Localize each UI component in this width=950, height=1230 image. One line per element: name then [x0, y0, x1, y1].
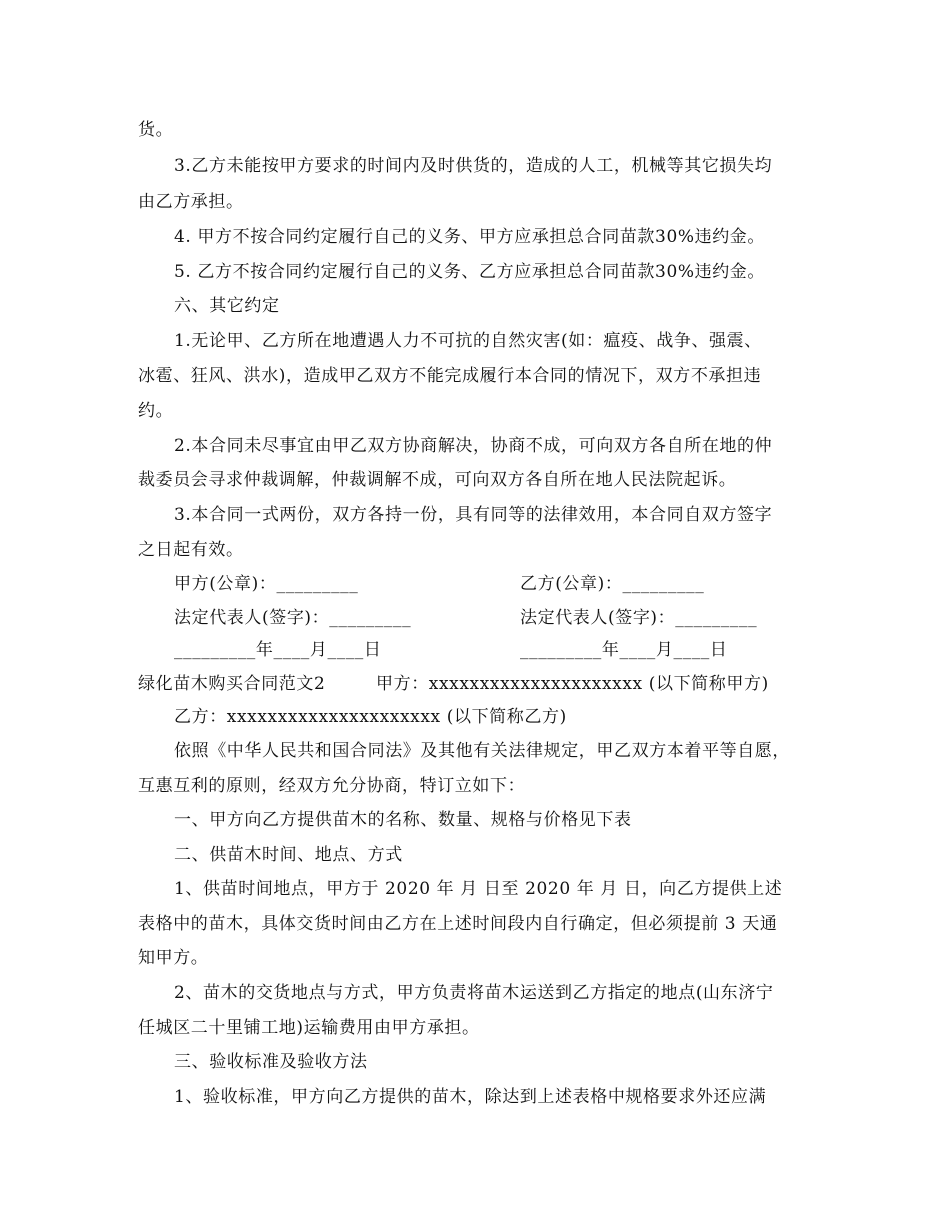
- section-heading: 三、验收标准及验收方法: [174, 1052, 368, 1072]
- text-line: 3.本合同一式两份，双方各持一份，具有同等的法律效用，本合同自双方签字: [174, 505, 773, 525]
- party-a-date: _________年____月____日: [174, 640, 382, 660]
- text-line: 2、苗木的交货地点与方式，甲方负责将苗木运送到乙方指定的地点(山东济宁: [174, 983, 774, 1003]
- text-line: 依照《中华人民共和国合同法》及其他有关法律规定，甲乙双方本着平等自愿，: [174, 741, 790, 761]
- text-line: 1.无论甲、乙方所在地遭遇人力不可抗的自然灾害(如：瘟疫、战争、强震、: [174, 331, 762, 351]
- party-b-representative: 法定代表人(签字)：_________: [520, 608, 758, 628]
- party-b-line: 乙方：xxxxxxxxxxxxxxxxxxxxx (以下简称乙方): [174, 707, 567, 727]
- document-title: 绿化苗木购买合同范文2: [138, 674, 326, 694]
- party-b-date: _________年____月____日: [520, 640, 728, 660]
- text-line: 3.乙方未能按甲方要求的时间内及时供货的，造成的人工，机械等其它损失均: [174, 156, 773, 176]
- party-a-seal: 甲方(公章)：_________: [174, 574, 359, 594]
- text-line: 约。: [138, 401, 174, 421]
- party-b-seal: 乙方(公章)：_________: [520, 574, 705, 594]
- section-heading: 一、甲方向乙方提供苗木的名称、数量、规格与价格见下表: [174, 810, 632, 830]
- party-a-representative: 法定代表人(签字)：_________: [174, 608, 412, 628]
- text-line: 货。: [138, 120, 174, 140]
- section-heading: 六、其它约定: [174, 296, 280, 316]
- text-line: 之日起有效。: [138, 540, 244, 560]
- text-line: 5. 乙方不按合同约定履行自己的义务、乙方应承担总合同苗款30%违约金。: [174, 262, 766, 282]
- text-line: 1、供苗时间地点，甲方于 2020 年 月 日至 2020 年 月 日，向乙方提供上述: [174, 879, 783, 899]
- text-line: 表格中的苗木，具体交货时间由乙方在上述时间段内自行确定，但必须提前 3 天通: [138, 914, 778, 934]
- text-line: 由乙方承担。: [138, 192, 244, 212]
- text-line: 4. 甲方不按合同约定履行自己的义务、甲方应承担总合同苗款30%违约金。: [174, 227, 766, 247]
- text-line: 任城区二十里铺工地)运输费用由甲方承担。: [138, 1018, 480, 1038]
- text-line: 互惠互利的原则，经双方允分协商，特订立如下：: [138, 776, 526, 796]
- text-line: 知甲方。: [138, 948, 209, 968]
- text-line: 2.本合同未尽事宜由甲乙双方协商解决，协商不成，可向双方各自所在地的仲: [174, 436, 773, 456]
- section-heading: 二、供苗木时间、地点、方式: [174, 845, 403, 865]
- party-a-line: 甲方：xxxxxxxxxxxxxxxxxxxxx (以下简称甲方): [376, 674, 769, 694]
- text-line: 裁委员会寻求仲裁调解，仲裁调解不成，可向双方各自所在地人民法院起诉。: [138, 470, 737, 490]
- text-line: 1、验收标准，甲方向乙方提供的苗木，除达到上述表格中规格要求外还应满: [174, 1087, 767, 1107]
- text-line: 冰雹、狂风、洪水)，造成甲乙双方不能完成履行本合同的情况下，双方不承担违: [138, 366, 762, 386]
